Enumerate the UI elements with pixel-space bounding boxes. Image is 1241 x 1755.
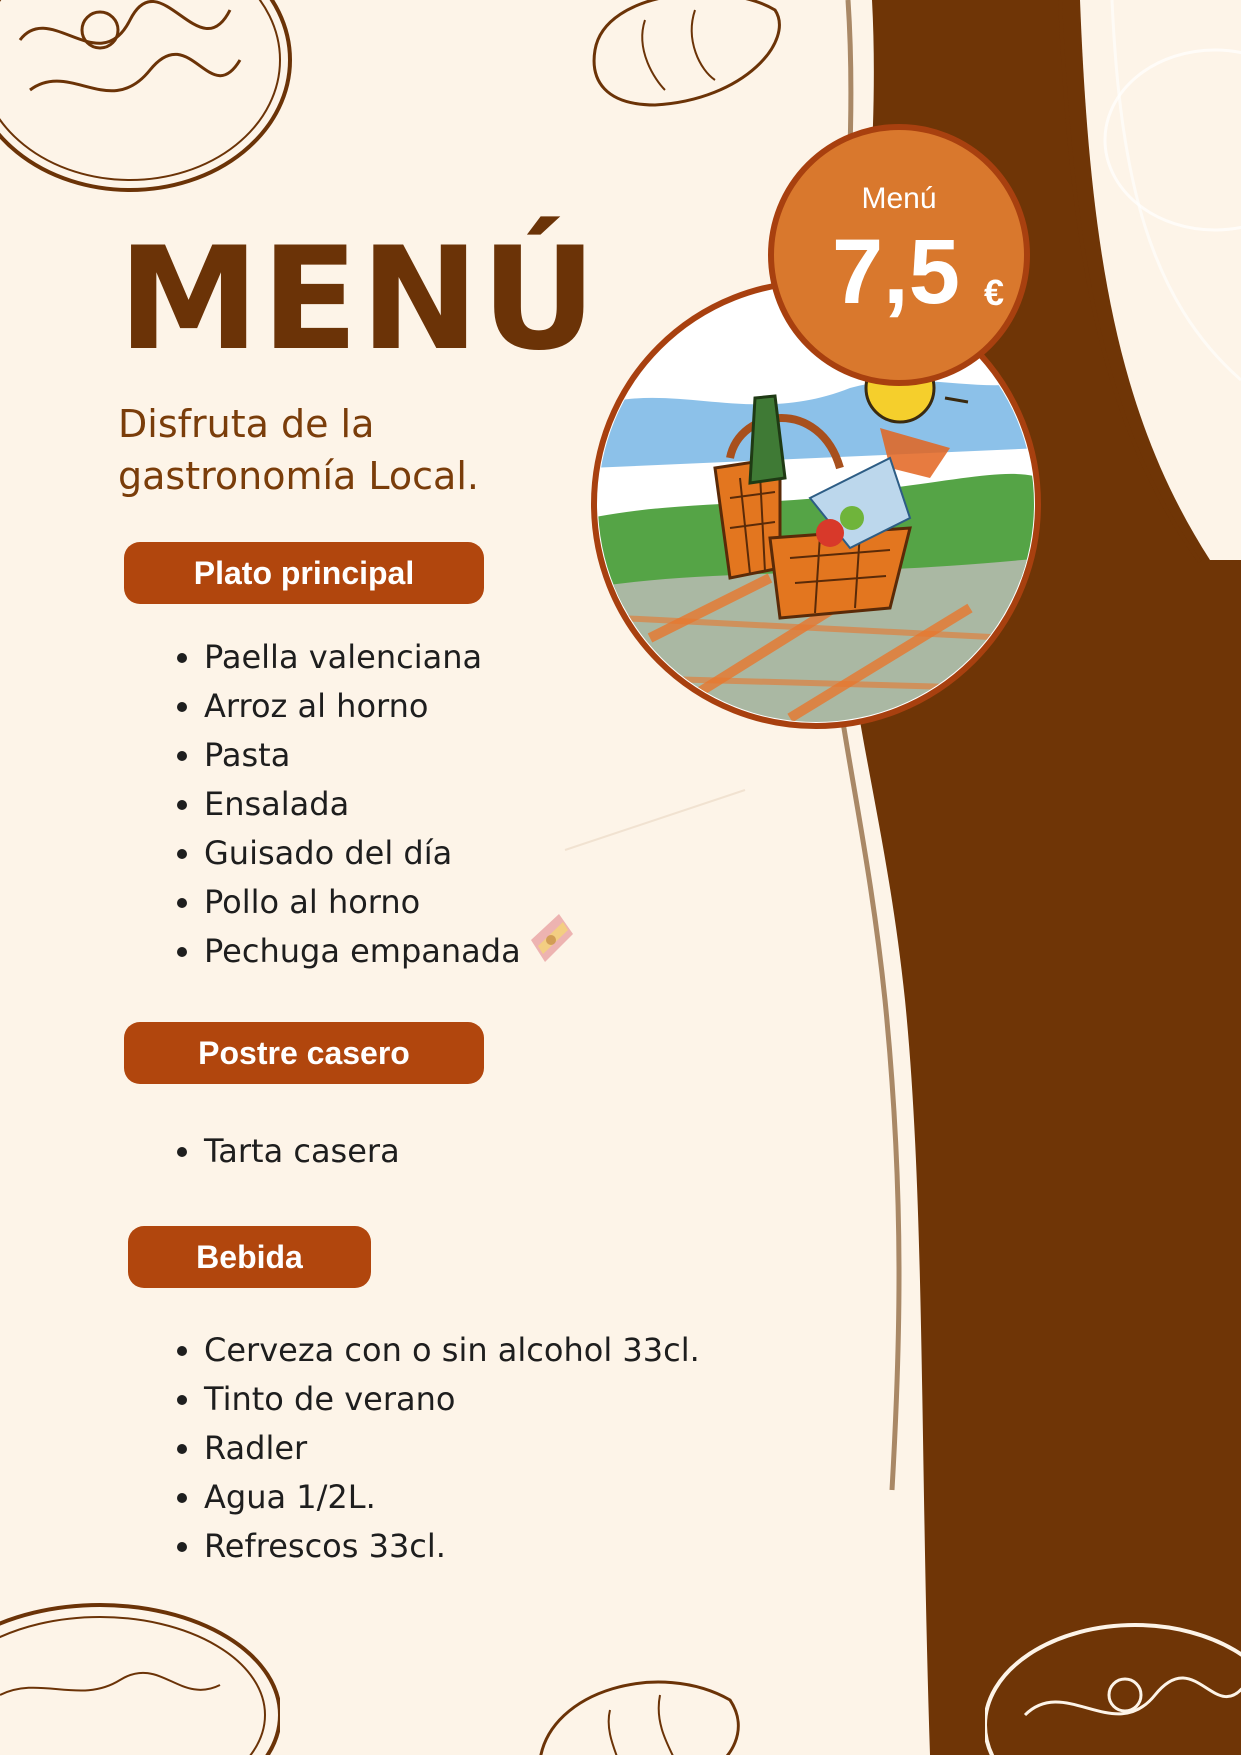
spain-flag-icon [525, 910, 577, 966]
list-item: • Paella valenciana [204, 633, 521, 682]
list-item: • Cerveza con o sin alcohol 33cl. [204, 1326, 700, 1375]
list-item: • Guisado del día [204, 829, 521, 878]
price-badge-label: Menú [861, 182, 937, 215]
list-item: • Pechuga empanada [204, 927, 521, 976]
price-value: 7,5 [832, 221, 960, 323]
list-item: • Radler [204, 1424, 700, 1473]
bread-sketch-icon [530, 1650, 750, 1755]
drinks-list [160, 1326, 700, 1571]
list-item: • Refrescos 33cl. [204, 1522, 700, 1571]
section-heading-drinks: Bebida [128, 1226, 371, 1288]
page-title: MENÚ [118, 217, 599, 382]
pasta-plate-sketch-icon [0, 0, 300, 250]
plate-outline-sketch-icon [1095, 40, 1241, 240]
list-item: • Tinto de verano [204, 1375, 700, 1424]
list-item: • Tarta casera [204, 1127, 400, 1176]
main-dish-list [160, 633, 521, 976]
section-heading-dessert: Postre casero [124, 1022, 484, 1084]
list-item: • Arroz al horno [204, 682, 521, 731]
rice-plate-sketch-icon [0, 1585, 280, 1755]
pasta-plate-sketch-icon [985, 1605, 1241, 1755]
page-subtitle: Disfruta de la gastronomía Local. [118, 402, 479, 498]
price-currency: € [984, 272, 1005, 313]
watermark-text-icon [555, 780, 755, 860]
list-item: • Pollo al horno [204, 878, 521, 927]
list-item: • Agua 1/2L. [204, 1473, 700, 1522]
price-badge [768, 124, 1030, 386]
dessert-list [160, 1127, 400, 1176]
list-item: • Pasta [204, 731, 521, 780]
section-heading-main-dish: Plato principal [124, 542, 484, 604]
bread-sketch-icon [575, 0, 795, 120]
list-item: • Ensalada [204, 780, 521, 829]
